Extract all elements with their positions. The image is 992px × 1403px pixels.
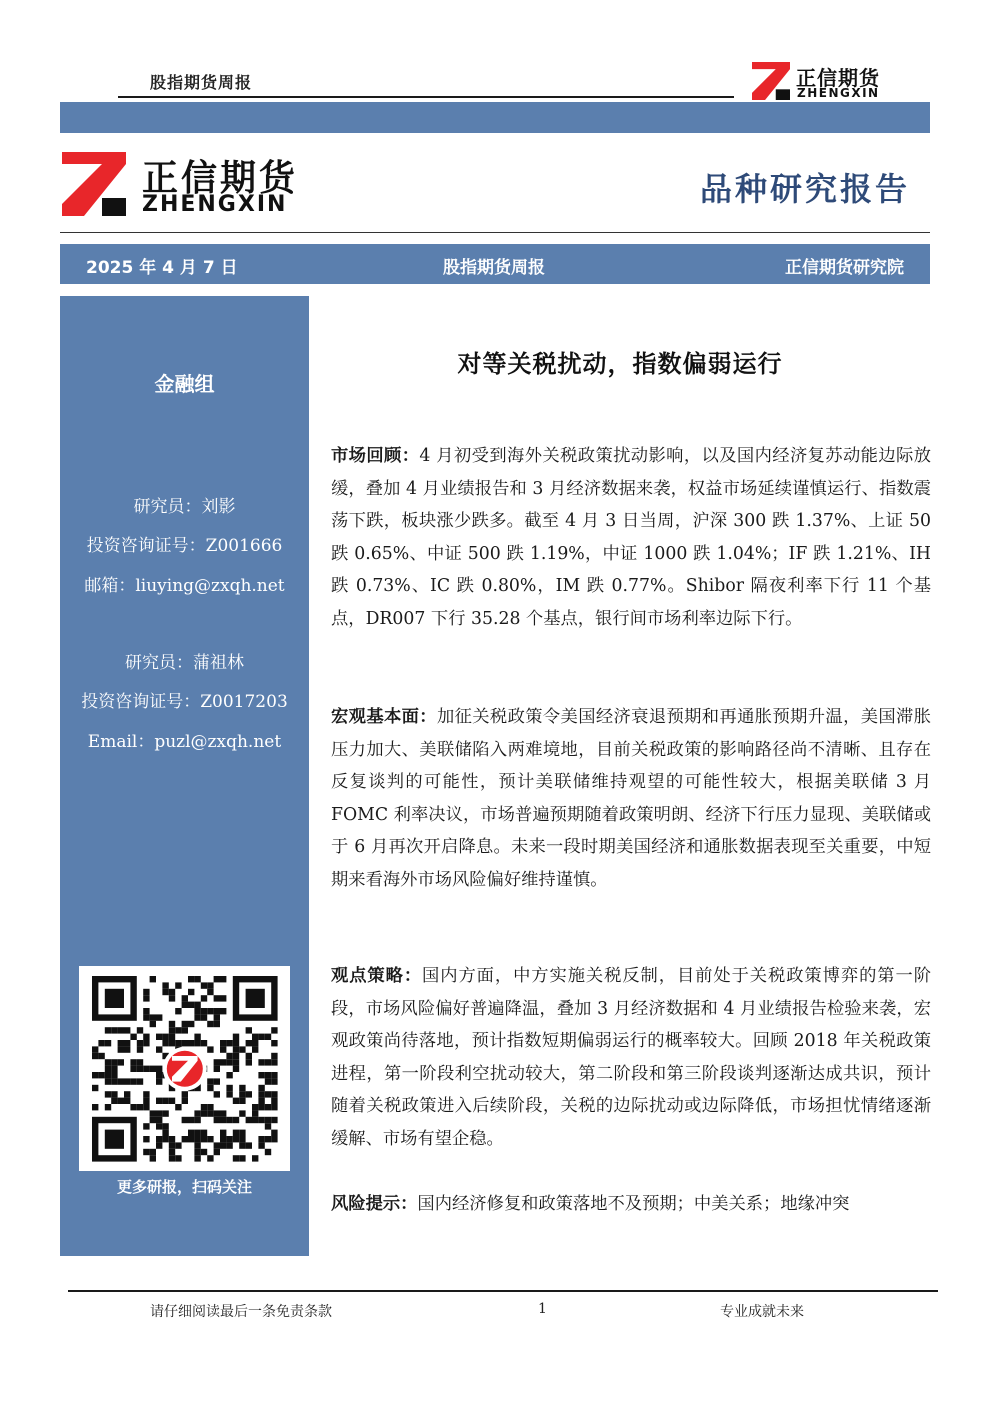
small-logo-en: ZHENGXIN bbox=[797, 86, 880, 100]
main-logo-cn: 正信期货 bbox=[142, 158, 299, 199]
qr-code[interactable] bbox=[79, 966, 290, 1171]
header-report-series: 股指期货周报 bbox=[150, 73, 253, 92]
analyst-name: 研究员：刘影 bbox=[133, 497, 236, 517]
small-logo-cn: 正信期货 bbox=[796, 66, 880, 90]
analyst-email[interactable]: Email：puzl@zxqh.net bbox=[87, 732, 282, 752]
section-text: 国内经济修复和政策落地不及预期；中美关系；地缘冲突 bbox=[417, 1194, 850, 1214]
footer-rule bbox=[68, 1290, 938, 1292]
sidebar bbox=[60, 296, 309, 1256]
report-date: 2025 年 4 月 7 日 bbox=[86, 258, 238, 278]
section-text: 加征关税政策令美国经济衰退预期和再通胀预期升温，美国滞胀压力加大、美联储陷入两难境地，目前关税政策的影响路径尚不清晰、且存在反复谈判的可能性，预计美联储维持观望的可能性较大，根据美联储 3 月 FOMC 利率决议，市场普遍预期随着政策明朗、经济下行压力显现、美联储或于 6 月再次开启降息。未来一段时期美国经济和通胀数据表现至关重要，中短期来看海外市场风险偏好维持谨慎。 bbox=[331, 707, 931, 890]
section-macro-fundamentals bbox=[331, 701, 931, 897]
section-label: 宏观基本面： bbox=[331, 707, 437, 727]
divider bbox=[60, 232, 930, 233]
qr-caption: 更多研报，扫码关注 bbox=[116, 1178, 252, 1196]
report-type-title: 品种研究报告 bbox=[700, 170, 911, 208]
section-text: 国内方面，中方实施关税反制，目前处于关税政策博弈的第一阶段，市场风险偏好普遍降温，叠加 3 月经济数据和 4 月业绩报告检验来袭，宏观政策尚待落地，预计指数短期偏弱运行的概率较大。回顾 2018 年关税政策进程，第一阶段利空扰动较大，第二阶段和第三阶段谈判逐渐达成共识，预计随着关税政策进入后续阶段，关税的边际扰动或边际降低，市场担忧情绪逐渐缓解、市场有望企稳。 bbox=[331, 966, 931, 1149]
section-label: 风险提示： bbox=[331, 1194, 418, 1214]
info-bar bbox=[60, 244, 930, 284]
analyst-cert: 投资咨询证号：Z001666 bbox=[86, 536, 283, 556]
report-institute: 正信期货研究院 bbox=[785, 258, 904, 278]
section-risk bbox=[331, 1188, 931, 1221]
section-strategy bbox=[331, 960, 931, 1156]
analyst-name: 研究员：蒲祖林 bbox=[125, 653, 244, 673]
section-label: 观点策略： bbox=[331, 966, 423, 986]
analyst-cert: 投资咨询证号：Z0017203 bbox=[81, 692, 288, 712]
team-name: 金融组 bbox=[154, 372, 215, 396]
page-number: 1 bbox=[538, 1301, 547, 1317]
header-band bbox=[60, 102, 930, 133]
small-logo bbox=[752, 62, 902, 102]
main-logo-en: ZHENGXIN bbox=[142, 192, 288, 217]
footer-slogan: 专业成就未来 bbox=[720, 1304, 804, 1320]
section-market-review bbox=[331, 440, 931, 636]
header-rule bbox=[118, 96, 734, 98]
main-logo bbox=[62, 150, 322, 220]
section-label: 市场回顾： bbox=[331, 446, 420, 466]
report-category: 股指期货周报 bbox=[443, 258, 545, 278]
zhengxin-logo-icon bbox=[752, 62, 790, 100]
zhengxin-logo-icon bbox=[62, 152, 126, 216]
report-title: 对等关税扰动，指数偏弱运行 bbox=[457, 350, 783, 378]
qr-code-icon bbox=[79, 966, 290, 1171]
analyst-email[interactable]: 邮箱：liuying@zxqh.net bbox=[84, 576, 285, 596]
footer-disclaimer-note: 请仔细阅读最后一条免责条款 bbox=[150, 1304, 332, 1320]
section-text: 4 月初受到海外关税政策扰动影响，以及国内经济复苏动能边际放缓，叠加 4 月业绩报告和 3 月经济数据来袭，权益市场延续谨慎运行、指数震荡下跌，板块涨少跌多。截至 4 月 3 日当周，沪深 300 跌 1.37%、上证 50 跌 0.65%、中证 500 跌 1.19%，中证 1000 跌 1.04%；IF 跌 1.21%、IH 跌 0.73%、IC 跌 0.80%，IM 跌 0.77%。Shibor 隔夜利率下行 11 个基点，DR007 下行 35.28 个基点，银行间市场利率边际下行。 bbox=[331, 446, 931, 629]
